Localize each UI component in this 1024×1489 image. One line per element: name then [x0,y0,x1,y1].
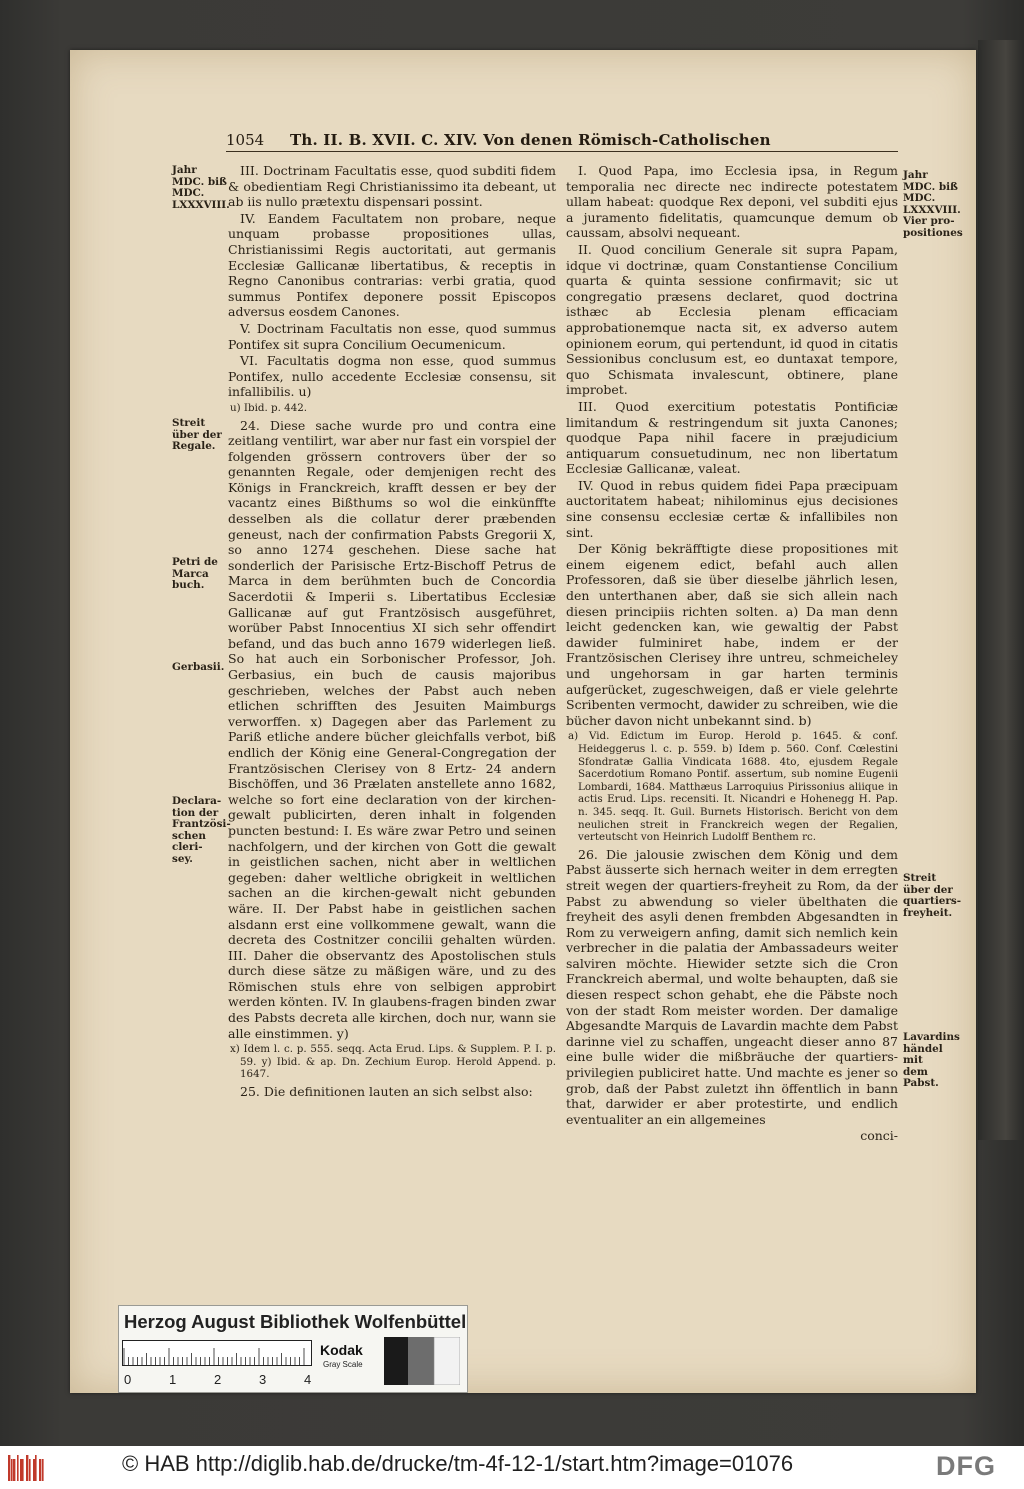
barcode-bar [35,1455,37,1481]
margin-note-line: sey. [172,852,193,865]
calibration-card-title: Herzog August Bibliothek Wolfenbüttel [124,1311,467,1332]
footnote: a) Vid. Edictum im Europ. Herold p. 1645. & conf. Heideggerus l. c. p. 559. b) Idem p. 560. Conf. Cœlestini Sfondratæ Gallia Vindicata 1688. 4to, ejusdem Regale Sacerdotium Romano Pontif. assertum, sub nomine Eugenii Lombardi, 1684. Matthæus Larroquius Pirissonius aliique in actis Erud. Lips. recensiti. It. Nicandri e Hohenegg H. Pap. n. 345. seqq. It. Guil. Burnets Historisch. Bericht von dem neulichen streit in Franckreich wegen der Regalien, verteutscht von Heinrich Ludolff Benthem rc. [568,730,898,844]
footer-source-url[interactable]: © HAB http://diglib.hab.de/drucke/tm-4f-12-1/start.htm?image=01076 [122,1451,794,1476]
margin-note-line: Jahr [903,169,928,181]
gray-scale-swatches [384,1337,460,1385]
margin-note-line: LXXXVIII. [172,198,230,211]
ruler-label: 3 [259,1372,267,1387]
margin-note-line: Streit [903,872,937,884]
margin-note-line: über der [903,883,953,896]
margin-note-line: Marca [172,567,209,580]
margin-note-line: Declara- [172,795,222,807]
margin-note-left-declaration [172,796,230,866]
margin-note-line: Gerbasii. [172,661,225,673]
page-number: 1054 [226,131,265,149]
paragraph: 25. Die definitionen lauten an sich selbst also: [240,1084,533,1100]
paragraph: III. Quod exercitium potestatis Pontificiæ limitandum & restringendum sit juxta Canones; quodque Papa nihil facere in præjudicium antiquarum consuetudinum, nec non libertatum Ecclesiæ Gallicanæ, valeat. [566,398,898,477]
paragraph: 24. Diese sache wurde pro und contra eine zeitlang ventilirt, war aber nur fast ein vorspiel der folgenden grössern controvers über der so genannten Regale, oder demjenigen recht des Königs in Franckreich, krafft dessen er bey der vacantz eines Bißthums so wol die einkünffte desselben als die collatur derer præbenden geneust, nach der confirmation Pabsts Gregorii X, so anno 1274 geschehen. Diese sache hat sonderlich der Parisische Ertz-Bischoff Petrus de Marca in dem berühmten buch de Concordia Sacerdotii & Imperii s. Libertatibus Ecclesiæ Gallicanæ auf gut Frantzösisch ausgeführet, worüber Pabst Innocentius XI sich sehr offendirt befand, und das buch anno 1679 widerlegen ließ. So hat auch ein Sorbonischer Professor, Joh. Gerbasius, ein buch de causis majoribus geschrieben, welches der Pabst auch neben etlichen schrifften des Jesuiten Maimburgs verworffen. x) Dagegen aber das Parlement zu Pariß etliche andere bücher gleichfalls verbot, biß endlich der König eine General-Congregation der Frantzösischen Clerisey von 8 Ertz- 24 andern Bischöffen, und 36 Prælaten anstellete anno 1682, welche so fort eine declaration von der kirchen-gewalt publicirten, deren inhalt in folgenden puncten bestund: I. Es wäre zwar Petro und seinen nachfolgern, und der kirchen von Gott die gewalt in geistlichen sachen, nicht aber in weltlichen gegeben: daher weltliche obrigkeit in weltlichen sachen an die kirchen-gewalt nicht gebunden wäre. II. Der Pabst habe in geistlichen sachen alsdann erst eine vollkommene gewalt, wann die decreta des Costnitzer concilii gehalten würden. III. Daher die observantz des Apostolischen stuls durch diese sätze zu mäßigen wäre, und zu des Römischen stuls ehre von selbigen approbirt werden könten. IV. In glaubens-fragen binden zwar des Pabsts decreta alle kirchen, doch nur, wann sie alle einstimmen. y) [228,417,556,1041]
barcode-bar [26,1455,28,1481]
margin-note-left-marca [172,557,230,592]
margin-note-line: quartiers- [903,895,962,908]
margin-note-line: Vier pro- [903,215,955,228]
footnote: u) Ibid. p. 442. [230,401,308,414]
barcode-bar [39,1459,41,1481]
barcode-bar [8,1455,10,1481]
barcode-bar [13,1459,15,1481]
footnote: x) Idem l. c. p. 555. seqq. Acta Erud. Lips. & Supplem. P. I. p. 59. y) Ibid. & ap. Dn. Zechium Europ. Herold Append. p. 1647. [230,1043,556,1081]
margin-note-line: positiones [903,226,963,239]
margin-note-line: MDC. biß [172,175,227,188]
adjacent-page-edge [978,40,1024,1140]
paragraph: IV. Quod in rebus quidem fidei Papa præcipuam auctoritatem habeat; nihilominus ejus decisiones sine consensu ecclesiæ certæ & infallibiles non sint. [566,477,898,540]
margin-note-line: freyheit. [903,906,953,919]
margin-note-right-lavardin [903,1032,961,1090]
margin-note-line: schen cleri- [172,829,206,854]
paragraph: 26. Die jalousie zwischen dem König und dem Pabst äusserte sich hernach weiter in dem erregten streit wegen der quartiers-freyheit zu Rom, da der Pabst zu abwendung so vieler übelthaten die freyheit des asyli denen frembden Abgesandten in Rom zu verweigern anfing, damit sich nemlich kein verbrecher in die palatia der Ambassadeurs weiter salviren möchte. Hiewider setzte sich die Cron Franckreich abermal, und wolte behaupten, daß sie diesen respect schon gehabt, ehe die Päbste noch von der stadt Rom meister worden. Der damalige Abgesandte Marquis de Lavardin machte dem Pabst darinne viel zu schaffen, ungeacht dieser anno 87 eine bulle wider die mißbräuche der quartiers-privilegien publiciret hatte. Und machte es jener so grob, daß der Pabst zuletzt ihn öffentlich in bann that, darwider er aber protestirte, und endlich eventualiter an ein allgemeines [566,846,898,1127]
ruler-scale [122,1340,312,1366]
margin-note-line: über der [172,428,222,441]
barcode-bar [42,1459,44,1481]
paragraph: IV. Eandem Facultatem non probare, neque unquam probasse propositiones ullas, Christianissimi Regis auctoritati, aut germanis Ecclesiæ Gallicanæ libertatibus, & receptis in Regno Canonibus contrarias: verbi gratia, quod summus Pontifex deponere possit Episcopos adversus eosdem Canones. [228,210,556,320]
gray-scale-label: Gray Scale [323,1360,363,1369]
margin-note-line: tion der [172,806,219,819]
margin-note-line: Petri de [172,556,218,568]
kodak-logo: Kodak [320,1342,363,1358]
paragraph: VI. Facultatis dogma non esse, quod summus Pontifex, nullo accedente Ecclesiæ consensu, sit infallibilis. u) [228,353,556,400]
margin-note-line: Streit [172,417,206,429]
running-head-title: Th. II. B. XVII. C. XIV. Von denen Römisch-Catholischen [290,131,771,149]
margin-note-line: LXXXVIII. [903,203,961,216]
margin-note-line: Regale. [172,440,216,453]
ruler-labels [120,1372,320,1388]
margin-note-left-regale [172,418,230,453]
paragraph: III. Doctrinam Facultatis esse, quod subditi fidem & obedientiam Regi Christianissimo ita debeant, ut ab iis nullo prætextu dispensari possint. [228,163,556,210]
ruler-label: 4 [304,1372,312,1387]
margin-note-left-gerbasius [172,662,230,674]
margin-note-line: dem Pabst. [903,1065,939,1090]
left-text-column [228,163,556,1101]
paragraph: Der König bekräfftigte diese propositiones mit einem eigenem edict, befahl auch allen Professoren, daß sie über dieselbe jährlich lesen, den unterthanen aber, daß sie sich allein nach diesen principiis richten solten. a) Da man denn leicht gedencken kan, wie gewaltig der Pabst dawider fulminiret habe, indem er der Frantzösischen Clerisey ihre untreu, schmeicheley und ungehorsam in gar harten terminis aufgerücket, zugeschweigen, daß er viele gelehrte Scribenten vermocht, dawider zu schreiben, wie die bücher davon nicht unbekannt sind. b) [566,541,898,728]
paragraph: II. Quod concilium Generale sit supra Papam, idque vi doctrinæ, quam Constantiense Concilium quarta & quinta sessione confirmavit; sic ut congregatio præsens declaret, quod doctrina isthæc ab Ecclesia plenam efficaciam approbationemque nacta sit, ex adverso autem opinionem eorum, qui pertendunt, id quod in citatis Sessionibus conclusum est, eo duntaxat tempore, quo Schismata invalescunt, obtinere, plane improbet. [566,241,898,398]
margin-note-right-quartiers [903,873,961,919]
margin-note-right-year [903,170,961,240]
hab-barcode-icon [6,1453,46,1483]
margin-note-line: MDC. [172,187,205,200]
ruler-label: 1 [169,1372,177,1387]
barcode-bar [22,1459,24,1481]
barcode-bar [29,1459,31,1481]
margin-note-line: händel mit [903,1042,943,1067]
margin-note-line: Lavardins [903,1031,960,1043]
barcode-bar [17,1455,19,1481]
margin-note-line: MDC. biß [903,180,958,193]
paragraph: V. Doctrinam Facultatis non esse, quod summus Pontifex sit supra Concilium Oecumenicum. [228,320,556,352]
paragraph: I. Quod Papa, imo Ecclesia ipsa, in Regum temporalia nec directe nec indirecte potestatem ullam habeat: quodque Rex deponi, vel subditi ejus a juramento fidelitatis, quamcunque demum ob caussam, absolvi nequeant. [566,163,898,241]
catchword: conci- [860,1128,898,1144]
margin-note-line: Jahr [172,164,197,176]
ruler-label: 0 [124,1372,132,1387]
margin-note-line: Frantzösi- [172,818,231,831]
margin-note-line: buch. [172,579,205,592]
margin-note-line: MDC. [903,192,936,205]
margin-note-left-year [172,165,230,211]
right-text-column [566,163,898,1145]
dfg-logo: DFG [936,1451,996,1481]
barcode-bar [11,1459,13,1481]
ruler-label: 2 [214,1372,222,1387]
